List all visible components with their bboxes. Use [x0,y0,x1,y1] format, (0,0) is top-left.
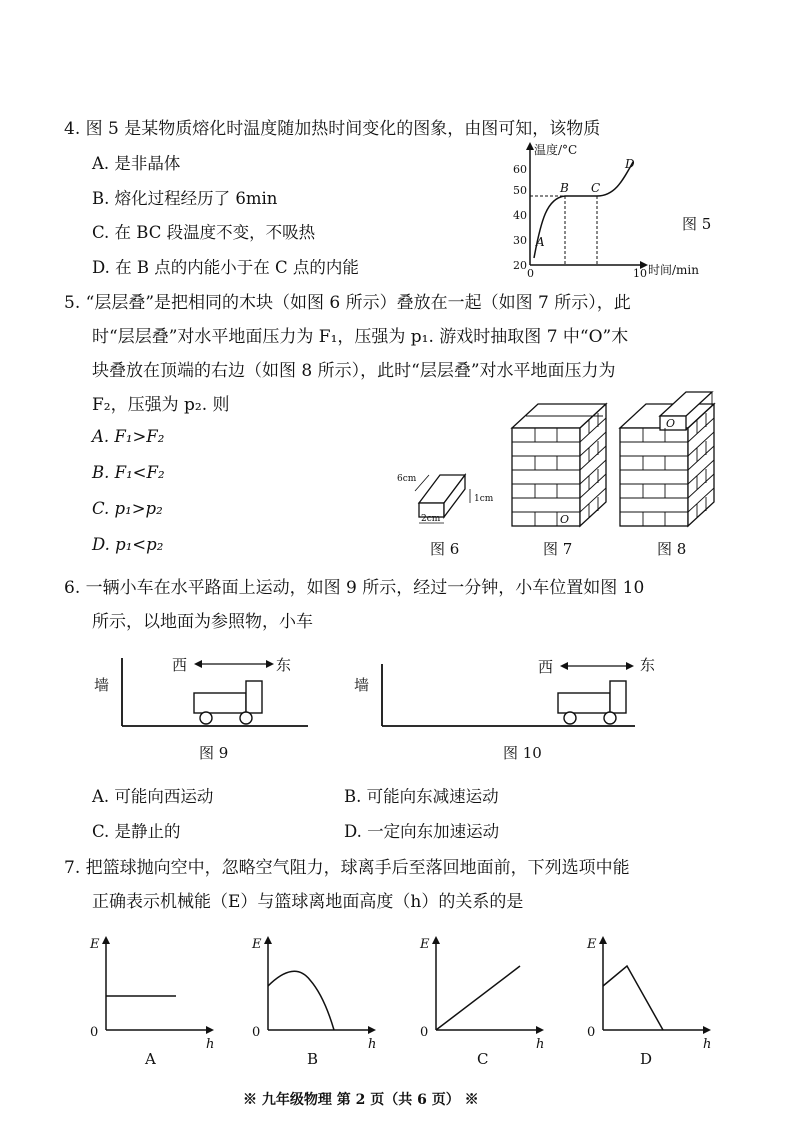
q5-option-b: B. F₁<F₂ [92,463,165,482]
q6-line-2: 所示，以地面为参照物，小车 [92,612,313,632]
q6-option-c: C. 是静止的 [92,822,181,841]
fig6-dim-height: 1cm [474,494,494,504]
graph-a-e-axis: E [90,937,100,952]
figure-9-scene [90,648,310,733]
fig10-east-label: 东 [640,656,656,674]
graph-d-origin: 0 [587,1025,596,1040]
q4-option-c: C. 在 BC 段温度不变，不吸热 [92,223,316,242]
q7-line-1: 7. 把篮球抛向空中，忽略空气阻力，球离手后至落回地面前，下列选项中能 [64,858,630,878]
q4-option-b: B. 熔化过程经历了 6min [92,189,278,208]
figure-10-scene [350,648,656,733]
q5-option-a: A. F₁>F₂ [92,427,165,446]
fig9-truck [194,681,262,724]
fig5-xtick: 0 [527,267,534,280]
fig5-point-c: C [591,181,601,195]
graph-c-origin: 0 [420,1025,429,1040]
q6-option-b: B. 可能向东减速运动 [344,787,499,806]
fig10-wall-label: 墙 [354,676,370,694]
fig7-block-o: O [560,513,570,526]
q4-option-d: D. 在 B 点的内能小于在 C 点的内能 [92,258,359,277]
q5-option-c: C. p₁>p₂ [92,499,163,518]
figure-6-caption: 图 6 [430,540,460,558]
q7-graph-d-label: D [640,1050,653,1068]
figure-5-caption: 图 5 [682,215,712,233]
fig5-ytick: 60 [513,163,527,176]
figure-6-block [395,455,505,535]
q5-line-2: 时“层层叠”对水平地面压力为 F₁，压强为 p₁. 游戏时抽取图 7 中“O”木 [92,327,629,347]
q7-graph-b [250,930,380,1050]
q4-stem: 4. 图 5 是某物质熔化时温度随加热时间变化的图象，由图可知，该物质 [64,119,601,139]
q7-graph-c [418,930,548,1050]
fig10-west-label: 西 [538,658,554,676]
q5-line-3: 块叠放在顶端的右边（如图 8 所示），此时“层层叠”对水平地面压力为 [92,361,616,381]
figure-7-caption: 图 7 [543,540,573,558]
figure-10-caption: 图 10 [503,744,542,762]
fig9-east-label: 东 [276,656,292,674]
q6-option-d: D. 一定向东加速运动 [344,822,500,841]
graph-b-e-axis: E [252,937,262,952]
graph-a-origin: 0 [90,1025,99,1040]
q7-graph-b-label: B [307,1050,319,1068]
graph-d-e-axis: E [587,937,597,952]
q7-graph-d [585,930,715,1050]
q6-line-1: 6. 一辆小车在水平路面上运动，如图 9 所示，经过一分钟，小车位置如图 10 [64,578,645,598]
q6-option-a: A. 可能向西运动 [92,787,214,806]
fig5-ytick: 50 [513,184,527,197]
fig8-block-o: O [666,417,676,430]
figure-7-tower [508,398,618,533]
fig9-wall-label: 墙 [94,676,110,694]
q7-graph-c-label: C [477,1050,489,1068]
figure-5-graph [505,140,720,280]
q5-line-4: F₂，压强为 p₂. 则 [92,395,230,415]
figure-8-caption: 图 8 [657,540,687,558]
fig9-west-label: 西 [172,656,188,674]
page-footer: ※ 九年级物理 第 2 页（共 6 页） ※ [243,1092,479,1108]
graph-b-origin: 0 [252,1025,261,1040]
fig5-point-a: A [536,235,545,249]
q7-line-2: 正确表示机械能（E）与篮球离地面高度（h）的关系的是 [92,892,524,912]
fig5-xlabel: 时间/min [648,263,699,277]
fig6-dim-length: 6cm [397,474,417,484]
fig5-xtick: 10 [633,267,647,280]
graph-d-h-axis: h [703,1037,712,1052]
fig5-point-d: D [625,157,635,171]
fig6-dim-width: 2cm [421,514,441,524]
fig5-ytick: 20 [513,259,527,272]
figure-8-tower [616,396,726,533]
graph-b-h-axis: h [368,1037,377,1052]
q5-option-d: D. p₁<p₂ [92,535,164,554]
fig5-ytick: 40 [513,209,527,222]
fig5-ytick: 30 [513,234,527,247]
fig5-point-b: B [560,181,569,195]
graph-c-e-axis: E [420,937,430,952]
graph-c-h-axis: h [536,1037,545,1052]
fig10-truck [558,681,626,724]
q7-graph-a-label: A [145,1050,156,1068]
fig5-ylabel: 温度/°C [534,143,578,157]
figure-9-caption: 图 9 [199,744,229,762]
q4-option-a: A. 是非晶体 [92,154,181,173]
q7-graph-a [88,930,218,1050]
graph-a-h-axis: h [206,1037,215,1052]
q5-line-1: 5. “层层叠”是把相同的木块（如图 6 所示）叠放在一起（如图 7 所示），此 [64,293,631,313]
